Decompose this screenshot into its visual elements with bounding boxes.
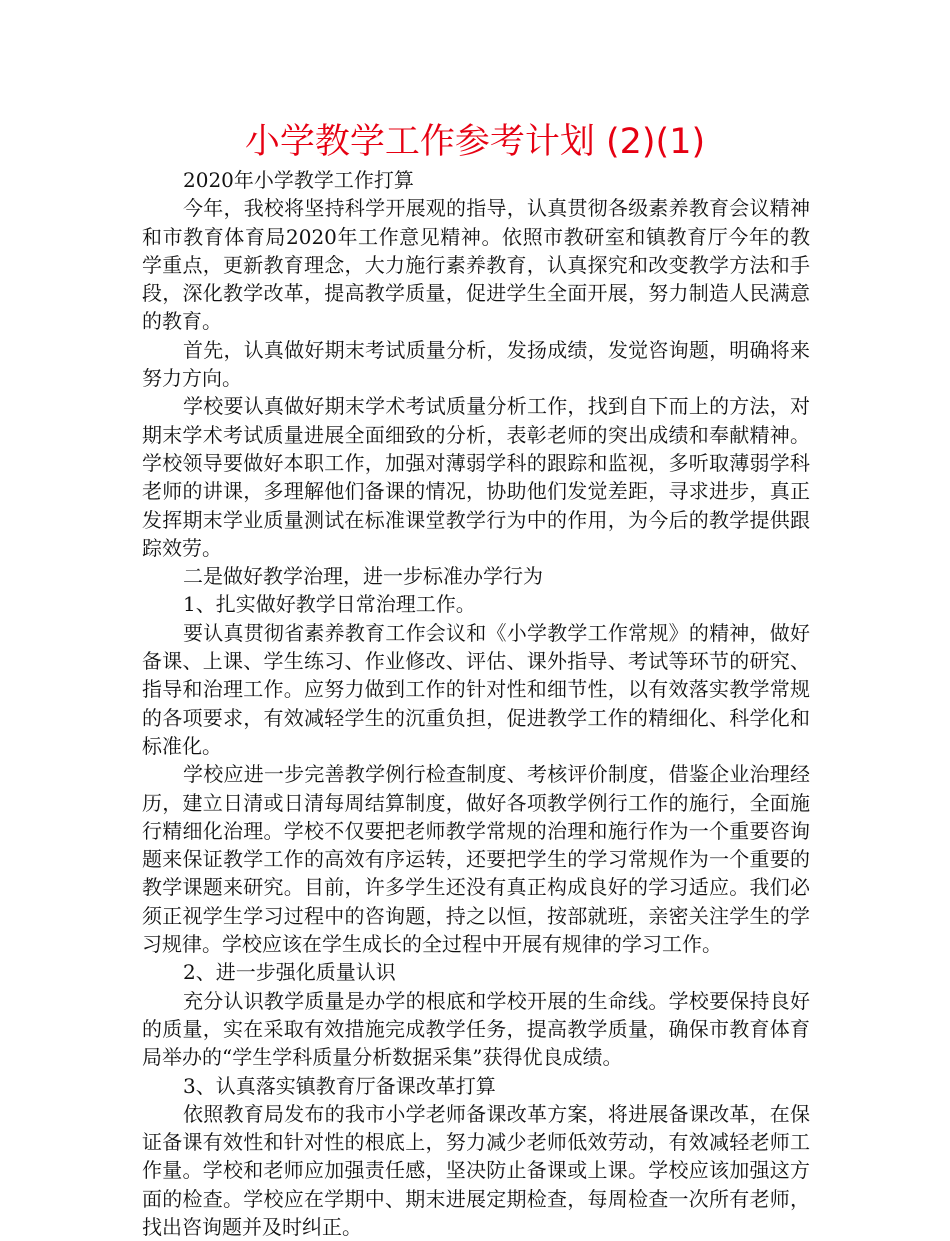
paragraph-item-3-heading: 3、认真落实镇教育厅备课改革打算	[183, 1073, 496, 1098]
paragraph-first-point: 首先，认真做好期末考试质量分析，发扬成绩，发觉咨询题，明确将来努力方向。	[142, 337, 810, 391]
paragraph-item-2-body: 充分认识教学质量是办学的根底和学校开展的生命线。学校要保持良好的质量，实在采取有效措施完成教学任务，提高教学质量，确保市教育体育局举办的“学生学科质量分析数据采集”获得优良成绩。	[142, 988, 810, 1070]
paragraph-exam-analysis: 学校要认真做好期末学术考试质量分析工作，找到自下而上的方法，对期末学术考试质量进展全面细致的分析，表彰老师的突出成绩和奉献精神。学校领导要做好本职工作，加强对薄弱学科的跟踪和监视，多听取薄弱学科老师的讲课，多理解他们备课的情况，协助他们发觉差距，寻求进步，真正发挥期末学业质量测试在标准课堂教学行为中的作用，为今后的教学提供跟踪效劳。	[142, 394, 810, 560]
paragraph-item-2-heading: 2、进一步强化质量认识	[183, 960, 396, 985]
paragraph-item-1-body: 要认真贯彻省素养教育工作会议和《小学教学工作常规》的精神，做好备课、上课、学生练习、作业修改、评估、课外指导、考试等环节的研究、指导和治理工作。应努力做到工作的针对性和细节性，以有效落实教学常规的各项要求，有效减轻学生的沉重负担，促进教学工作的精细化、科学化和标准化。	[142, 620, 810, 758]
paragraph-item-3-body: 依照教育局发布的我市小学老师备课改革方案，将进展备课改革，在保证备课有效性和针对性的根底上，努力减少老师低效劳动，有效减轻老师工作量。学校和老师应加强责任感，坚决防止备课或上课。学校应该加强这方面的检查。学校应在学期中、期末进展定期检查，每周检查一次所有老师，找出咨询题并及时纠正。	[142, 1101, 810, 1239]
document-body	[142, 166, 810, 1241]
paragraph-intro: 今年，我校将坚持科学开展观的指导，认真贯彻各级素养教育会议精神和市教育体育局2020年工作意见精神。依照市教研室和镇教育厅今年的教学重点，更新教育理念，大力施行素养教育，认真探究和改变教学方法和手段，深化教学改革，提高教学质量，促进学生全面开展，努力制造人民满意的教育。	[142, 196, 810, 334]
document-title: 小学教学工作参考计划 (2)(1)	[244, 122, 706, 162]
paragraph-item-1-heading: 1、扎实做好教学日常治理工作。	[183, 592, 476, 617]
paragraph-plan-heading: 2020年小学教学工作打算	[183, 168, 414, 192]
paragraph-routine-checks: 学校应进一步完善教学例行检查制度、考核评价制度，借鉴企业治理经历，建立日清或日清每周结算制度，做好各项教学例行工作的施行，全面施行精细化治理。学校不仅要把老师教学常规的治理和施行作为一个重要咨询题来保证教学工作的高效有序运转，还要把学生的学习常规作为一个重要的教学课题来研究。目前，许多学生还没有真正构成良好的学习适应。我们必须正视学生学习过程中的咨询题，持之以恒，按部就班，亲密关注学生的学习规律。学校应该在学生成长的全过程中开展有规律的学习工作。	[142, 762, 810, 957]
paragraph-second-point: 二是做好教学治理，进一步标准办学行为	[183, 564, 543, 589]
